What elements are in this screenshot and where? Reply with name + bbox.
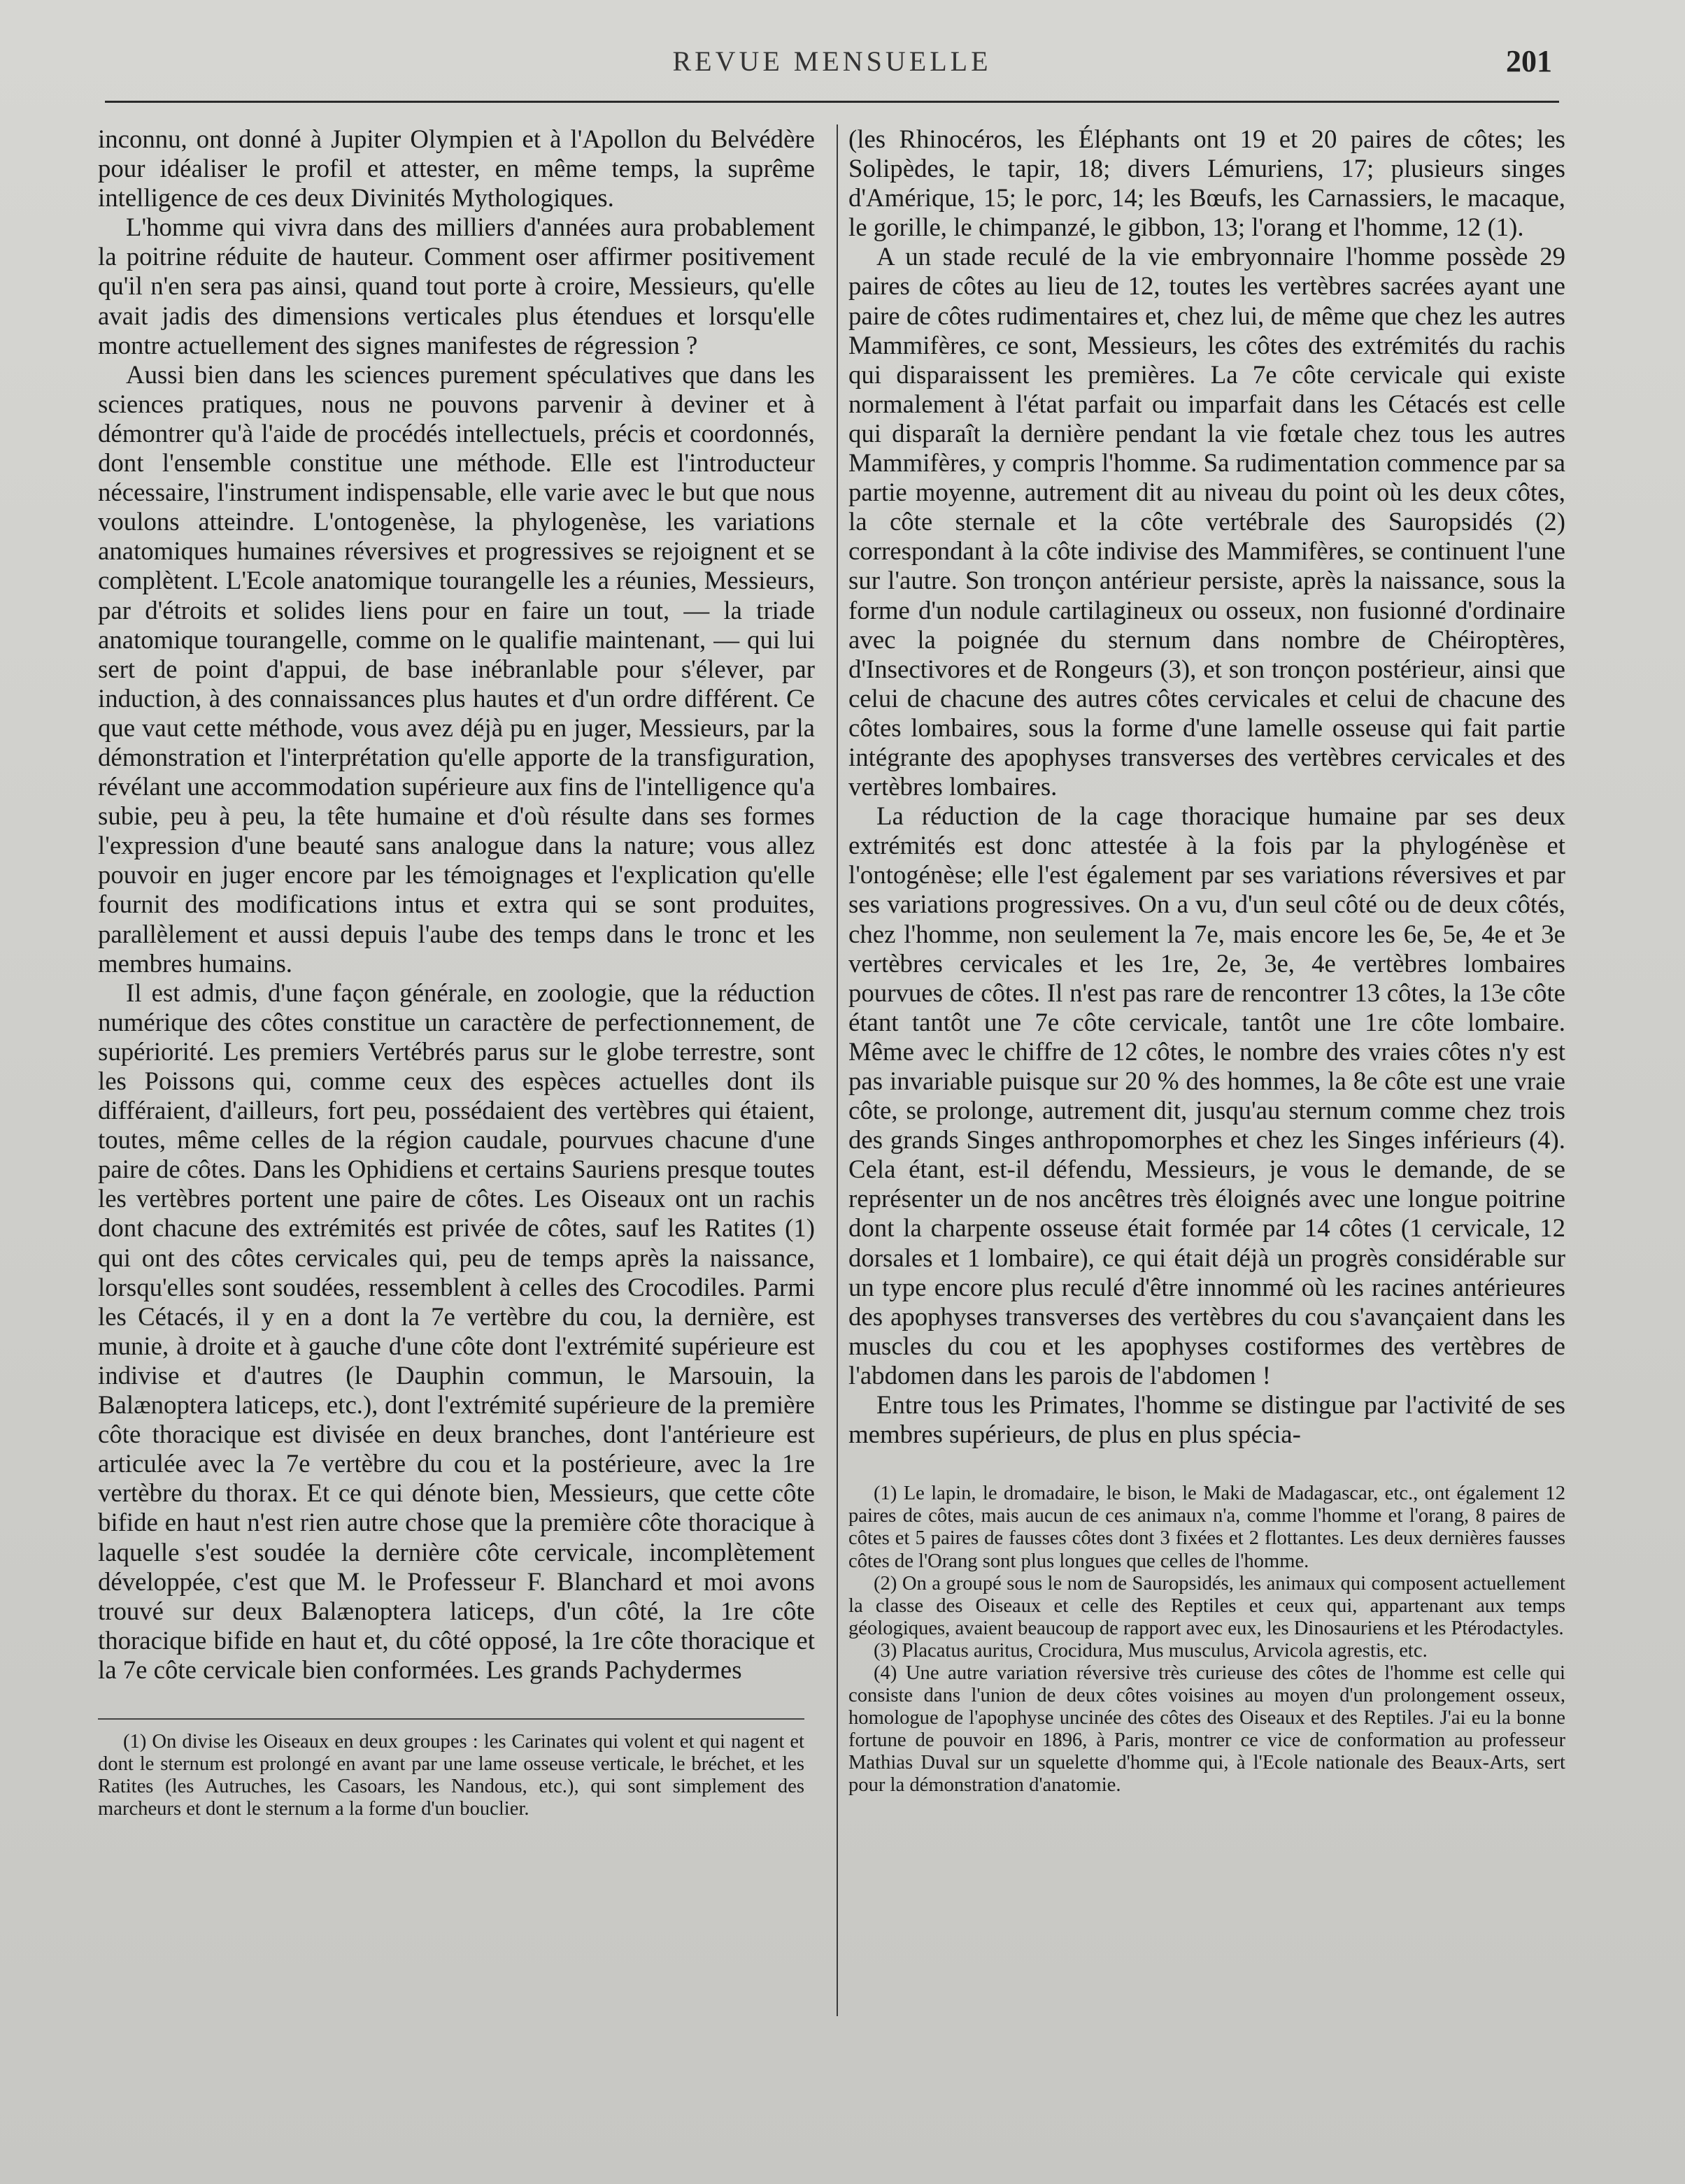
footnote: (2) On a groupé sous le nom de Sauropsidés, les animaux qui composent actuellement la classe des Oiseaux et celle des Reptiles et ceux qui, appartenant aux temps géologiques, avaient beaucoup de rapport avec eux, les Dinosauriens et les Ptérodactyles.	[848, 1572, 1565, 1639]
paragraph: (les Rhinocéros, les Éléphants ont 19 et 20 paires de côtes; les Solipèdes, le tapir, 18; divers Lémuriens, 17; plusieurs singes d'Amérique, 15; le porc, 14; les Bœufs, les Carnassiers, le macaque, le gorille, le chimpanzé, le gibbon, 13; l'orang et l'homme, 12 (1).	[848, 124, 1565, 242]
paragraph: La réduction de la cage thoracique humaine par ses deux extrémités est donc attestée à la fois par la phylogénèse et l'ontogénèse; elle l'est également par ses variations réversives et par ses variations progressives. On a vu, d'un seul côté ou de deux côtés, chez l'homme, non seulement la 7e, mais encore les 6e, 5e, 4e et 3e vertèbres cervicales et les 1re, 2e, 3e, 4e vertèbres lombaires pourvues de côtes. Il n'est pas rare de rencontrer 13 côtes, la 13e côte étant tantôt une 7e côte cervicale, tantôt une 1re côte lombaire. Même avec le chiffre de 12 côtes, le nombre des vraies côtes n'y est pas invariable puisque sur 20 % des hommes, la 8e côte est une vraie côte, se prolonge, autrement dit, jusqu'au sternum comme chez trois des grands Singes anthropomorphes et chez les Singes inférieurs (4). Cela étant, est-il défendu, Messieurs, je vous le demande, de se représenter un de nos ancêtres très éloignés avec une longue poitrine dont la charpente osseuse était formée par 14 côtes (1 cervicale, 12 dorsales et 1 lombaire), ce qui était déjà un progrès considérable sur un type encore plus reculé d'être innommé où les racines antérieures des apophyses transverses des vertèbres du cou s'avançaient dans les muscles du cou et les apophyses costiformes des vertèbres de l'abdomen dans les parois de l'abdomen !	[848, 801, 1565, 1390]
paragraph: Entre tous les Primates, l'homme se distingue par l'activité de ses membres supérieurs, de plus en plus spécia-	[848, 1390, 1565, 1449]
paragraph: L'homme qui vivra dans des milliers d'années aura probablement la poitrine réduite de hauteur. Comment oser affirmer positivement qu'il n'en sera pas ainsi, quand tout porte à croire, Messieurs, qu'elle avait jadis des dimensions verticales plus étendues et lorsqu'elle montre actuellement des signes manifestes de régression ?	[98, 213, 815, 359]
footnote: (1) Le lapin, le dromadaire, le bison, le Maki de Madagascar, etc., ont également 12 paires de côtes, mais aucun de ces animaux n'a, comme l'homme et l'orang, 8 paires de côtes et 5 paires de fausses côtes dont 3 fixées et 2 flottantes. Les deux dernières fausses côtes de l'Orang sont plus longues que celles de l'homme.	[848, 1483, 1565, 1572]
paragraph: A un stade reculé de la vie embryonnaire l'homme possède 29 paires de côtes au lieu de 12, toutes les vertèbres sacrées ayant une paire de côtes rudimentaires et, chez lui, de même que chez les autres Mammifères, ce sont, Messieurs, les côtes des extrémités du rachis qui disparaissent les premières. La 7e côte cervicale qui existe normalement à l'état parfait ou imparfait dans les Cétacés est celle qui disparaît la dernière pendant la vie fœtale chez tous les autres Mammifères, y compris l'homme. Sa rudimentation commence par sa partie moyenne, autrement dit au niveau du point où les deux côtes, la côte sternale et la côte vertébrale des Sauropsidés (2) correspondant à la côte indivise des Mammifères, se continuent l'une sur l'autre. Son tronçon antérieur persiste, après la naissance, sous la forme d'un nodule cartilagineux ou osseux, non fusionné d'ordinaire avec la poignée du sternum dans nombre de Chéiroptères, d'Insectivores et de Rongeurs (3), et son tronçon postérieur, ainsi que celui de chacune des autres côtes cervicales et celui de chacune des côtes lombaires, sous la forme d'une lamelle osseuse qui fait partie intégrante des apophyses transverses des vertèbres cervicales et des vertèbres lombaires.	[848, 242, 1565, 801]
footnotes-left	[98, 1718, 804, 1820]
page-number: 201	[1506, 44, 1552, 78]
footnote: (3) Placatus auritus, Crocidura, Mus musculus, Arvicola agrestis, etc.	[874, 1639, 1428, 1662]
right-column	[848, 124, 1565, 1797]
footnote: (1) On divise les Oiseaux en deux groupes : les Carinates qui volent et qui nagent et dont le sternum est prolongé en avant par une lame osseuse verticale, le bréchet, et les Ratites (les Autruches, les Casoars, les Nandous, etc.), qui sont simplement des marcheurs et dont le sternum a la forme d'un bouclier.	[98, 1730, 804, 1820]
paragraph: Aussi bien dans les sciences purement spéculatives que dans les sciences pratiques, nous ne pouvons parvenir à deviner et à démontrer qu'à l'aide de procédés intellectuels, précis et coordonnés, dont l'ensemble constitue une méthode. Elle est l'introducteur nécessaire, l'instrument indispensable, elle varie avec le but que nous voulons atteindre. L'ontogenèse, la phylogenèse, les variations anatomiques humaines réversives et progressives se rejoignent et se complètent. L'Ecole anatomique tourangelle les a réunies, Messieurs, par d'étroits et solides liens pour en faire un tout, — la triade anatomique tourangelle, comme on le qualifie maintenant, — qui lui sert de point d'appui, de base inébranlable pour s'élever, par induction, à des connaissances plus hautes et d'un ordre différent. Ce que vaut cette méthode, vous avez déjà pu en juger, Messieurs, par la démonstration et l'interprétation qu'elle apporte de la transfiguration, révélant une accommodation supérieure aux fins de l'intelligence qu'a subie, peu à peu, la tête humaine et d'où résulte dans ses formes l'expression d'une beauté sans analogue dans la nature; vous allez pouvoir en juger encore par les témoignages et l'explication qu'elle fournit des modifications intus et extra qui se sont produites, parallèlement et aussi depuis l'aube des temps dans le tronc et les membres humains.	[98, 359, 815, 978]
paragraph: Il est admis, d'une façon générale, en zoologie, que la réduction numérique des côtes constitue un caractère de perfectionnement, de supériorité. Les premiers Vertébrés parus sur le globe terrestre, sont les Poissons qui, comme ceux des espèces actuelles dont ils différaient, d'ailleurs, fort peu, possédaient des vertèbres qui étaient, toutes, même celles de la région caudale, pourvues chacune d'une paire de côtes. Dans les Ophidiens et certains Sauriens presque toutes les vertèbres portent une paire de côtes. Les Oiseaux ont un rachis dont chacune des extrémités est privée de côtes, sauf les Ratites (1) qui ont des côtes cervicales qui, peu de temps après la naissance, lorsqu'elles sont soudées, ressemblent à celles des Crocodiles. Parmi les Cétacés, il y en a dont la 7e vertèbre du cou, la dernière, est munie, à droite et à gauche d'une côte dont l'extrémité supérieure est indivise et d'autres (le Dauphin commun, le Marsouin, la Balænoptera laticeps, etc.), dont l'extrémité supérieure de la première côte thoracique est divisée en deux branches, dont l'antérieure est articulée avec la 7e vertèbre du cou et la postérieure, avec la 1re vertèbre du thorax. Et ce qui dénote bien, Messieurs, que cette côte bifide en haut n'est rien autre chose que la première côte thoracique à laquelle s'est soudée la dernière côte cervicale, incomplètement développée, c'est que M. le Professeur F. Blanchard et moi avons trouvé sur deux Balænoptera laticeps, d'un côté, la 1re côte thoracique bifide en haut et, du côté opposé, la 1re côte thoracique et la 7e côte cervicale bien conformées. Les grands Pachydermes	[98, 978, 815, 1684]
running-head: REVUE MENSUELLE	[672, 45, 992, 77]
page-header	[105, 41, 1559, 103]
left-column	[98, 124, 815, 1820]
footnotes-right	[848, 1483, 1565, 1797]
footnote: (4) Une autre variation réversive très curieuse des côtes de l'homme est celle qui consiste dans l'union de deux côtes voisines au moyen d'un prolongement osseux, homologue de l'apophyse uncinée des côtes des Oiseaux et des Reptiles. J'ai eu la bonne fortune de pouvoir en 1896, à Paris, montrer ce vice de conformation au professeur Mathias Duval sur un squelette d'homme qui, à l'Ecole nationale des Beaux-Arts, sert pour la démonstration d'anatomie.	[848, 1662, 1565, 1797]
column-rule	[837, 124, 838, 2016]
paragraph: inconnu, ont donné à Jupiter Olympien et à l'Apollon du Belvédère pour idéaliser le profil et attester, en même temps, la suprême intelligence de ces deux Divinités Mythologiques.	[98, 124, 815, 213]
